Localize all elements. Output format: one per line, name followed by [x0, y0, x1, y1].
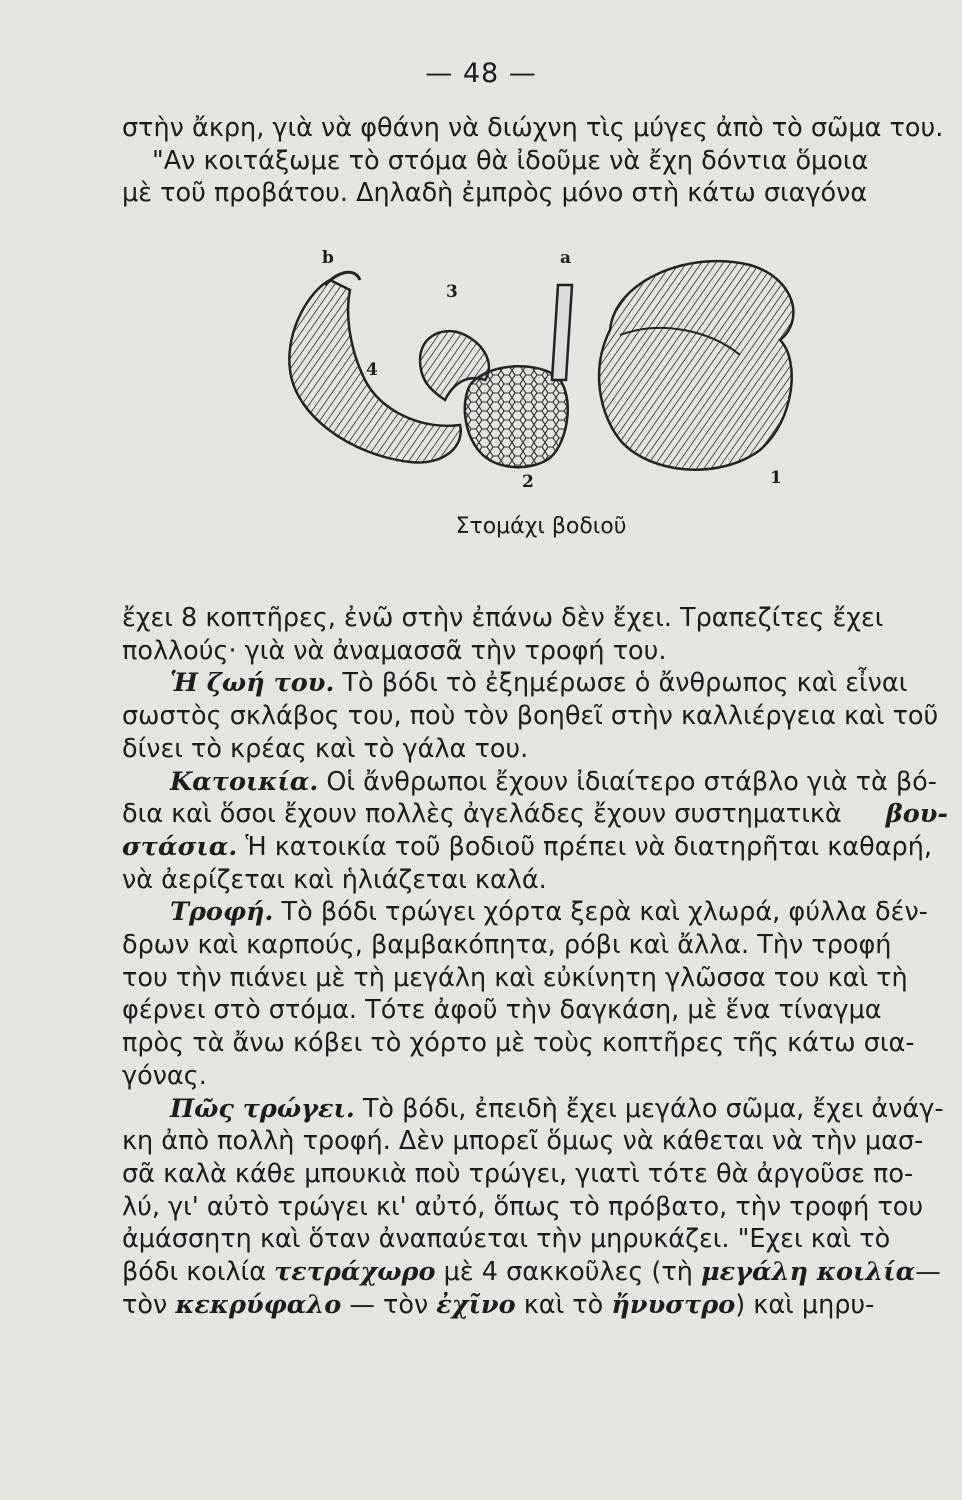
text-line: δίνει τὸ κρέας καὶ τὸ γάλα του.	[122, 733, 529, 764]
text-line: στὴν ἄκρη, γιὰ νὰ φθάνη νὰ διώχνη τὶς μύγες ἀπὸ τὸ σῶμα του.	[122, 113, 944, 143]
emphasized-term: βου-	[885, 799, 948, 830]
top-paragraph	[122, 112, 948, 210]
text-line: πολλούς· γιὰ νὰ ἀναμασσᾶ τὴν τροφή του.	[122, 635, 667, 666]
text-line	[122, 766, 948, 799]
text-span: δια καὶ ὅσοι ἔχουν πολλὲς ἀγελάδες ἔχουν συστηματικὰ	[122, 799, 842, 830]
text-line	[122, 831, 948, 864]
text-span: Τὸ βόδι τρώγει χόρτα ξερὰ καὶ χλωρά, φύλλα δέν-	[273, 897, 928, 928]
text-span: —	[915, 1257, 941, 1288]
emphasized-term: ἐχῖνο	[436, 1289, 516, 1320]
text-line: σᾶ καλὰ κάθε μπουκιὰ ποὺ τρώγει, γιατὶ τότε θὰ ἀργοῦσε πο-	[122, 1158, 914, 1189]
text-span: Τὸ βόδι, ἐπειδὴ ἔχει μεγάλο σῶμα, ἔχει ἀνάγ-	[354, 1093, 944, 1124]
text-line: λύ, γι' αὐτὸ τρώγει κι' αὐτό, ὅπως τὸ πρόβατο, τὴν τροφή του	[122, 1191, 924, 1222]
page-number: — 48 —	[425, 58, 537, 89]
emphasized-term: κεκρύφαλο	[175, 1289, 342, 1320]
abomasum-shape	[599, 261, 793, 470]
text-span: βόδι κοιλία	[122, 1257, 275, 1288]
text-line: φέρνει στὸ στόμα. Τότε ἀφοῦ τὴν δαγκάση, μὲ ἕνα τίναγμα	[122, 995, 882, 1026]
main-text	[122, 602, 948, 1321]
figure-label: a	[560, 248, 572, 268]
text-line	[122, 1289, 948, 1322]
text-span: καὶ τὸ	[515, 1289, 612, 1320]
text-line: του τὴν πιάνει μὲ τὴ μεγάλη καὶ εὐκίνητη γλῶσσα του καὶ τὴ	[122, 962, 908, 993]
figure-label: b	[322, 248, 334, 268]
text-span: μὲ 4 σακκοῦλες (τὴ	[435, 1257, 701, 1288]
stomach-illustration	[270, 240, 810, 500]
figure-label: 2	[522, 472, 534, 492]
section-heading: Τροφή.	[170, 897, 274, 928]
figure-label: 1	[770, 468, 782, 488]
emphasized-term: μεγάλη κοιλία	[700, 1257, 916, 1288]
text-line: μὲ τοῦ προβάτου. Δηλαδὴ ἐμπρὸς μόνο στὴ κάτω σιαγόνα	[122, 178, 868, 209]
esophagus-shape	[552, 285, 572, 380]
text-span: — τὸν	[341, 1289, 437, 1320]
section-heading: Κατοικία.	[170, 766, 319, 797]
emphasized-term: τετράχωρο	[274, 1257, 436, 1288]
text-line: πρὸς τὰ ἄνω κόβει τὸ χόρτο μὲ τοὺς κοπτῆρες τῆς κάτω σια-	[122, 1028, 915, 1059]
emphasized-term: ἤνυστρο	[611, 1289, 736, 1320]
figure-label: 4	[366, 360, 378, 380]
figure-caption: Στομάχι βοδιοῦ	[455, 514, 627, 539]
text-span: Τὸ βόδι τὸ ἐξημέρωσε ὁ ἄνθρωπος καὶ εἶναι	[334, 668, 908, 699]
section-heading: Ἡ ζωή του.	[170, 668, 335, 699]
text-span: τὸν	[122, 1289, 176, 1320]
text-line: ἀμάσσητη καὶ ὅταν ἀναπαύεται τὴν μηρυκάζει. "Εχει καὶ τὸ	[122, 1224, 891, 1255]
text-line: σωστὸς σκλάβος του, ποὺ τὸν βοηθεῖ στὴν καλλιέργεια καὶ τοῦ	[122, 701, 939, 732]
text-line	[122, 1093, 948, 1126]
text-span: Οἱ ἄνθρωποι ἔχουν ἰδιαίτερο στάβλο γιὰ τὰ βό-	[318, 766, 937, 797]
text-line: κη ἀπὸ πολλὴ τροφή. Δὲν μπορεῖ ὅμως νὰ κάθεται νὰ τὴν μασ-	[122, 1126, 924, 1157]
text-span: ) καὶ μηρυ-	[735, 1289, 875, 1320]
reticulum-shape	[465, 366, 568, 467]
stomach-drawing	[270, 240, 810, 500]
text-line	[122, 1256, 948, 1289]
text-line	[122, 896, 948, 929]
text-span: Ἡ κατοικία τοῦ βοδιοῦ πρέπει νὰ διατηρῆται καθαρή,	[237, 831, 932, 862]
emphasized-term: στάσια.	[122, 831, 238, 862]
section-heading: Πῶς τρώγει.	[170, 1093, 355, 1124]
text-line	[122, 667, 948, 700]
figure-label: 3	[446, 282, 458, 302]
text-line: ἔχει 8 κοπτῆρες, ἐνῶ στὴν ἐπάνω δὲν ἔχει. Τραπεζίτες ἔχει	[122, 603, 884, 633]
text-line: "Αν κοιτάξωμε τὸ στόμα θὰ ἰδοῦμε νὰ ἔχη δόντια ὅμοια	[152, 145, 869, 176]
text-line	[122, 798, 948, 831]
text-line: δρων καὶ καρπούς, βαμβακόπητα, ρόβι καὶ ἄλλα. Τὴν τροφή	[122, 930, 892, 961]
text-line: νὰ ἀερίζεται καὶ ἡλιάζεται καλά.	[122, 864, 547, 895]
text-line: γόνας.	[122, 1060, 207, 1091]
